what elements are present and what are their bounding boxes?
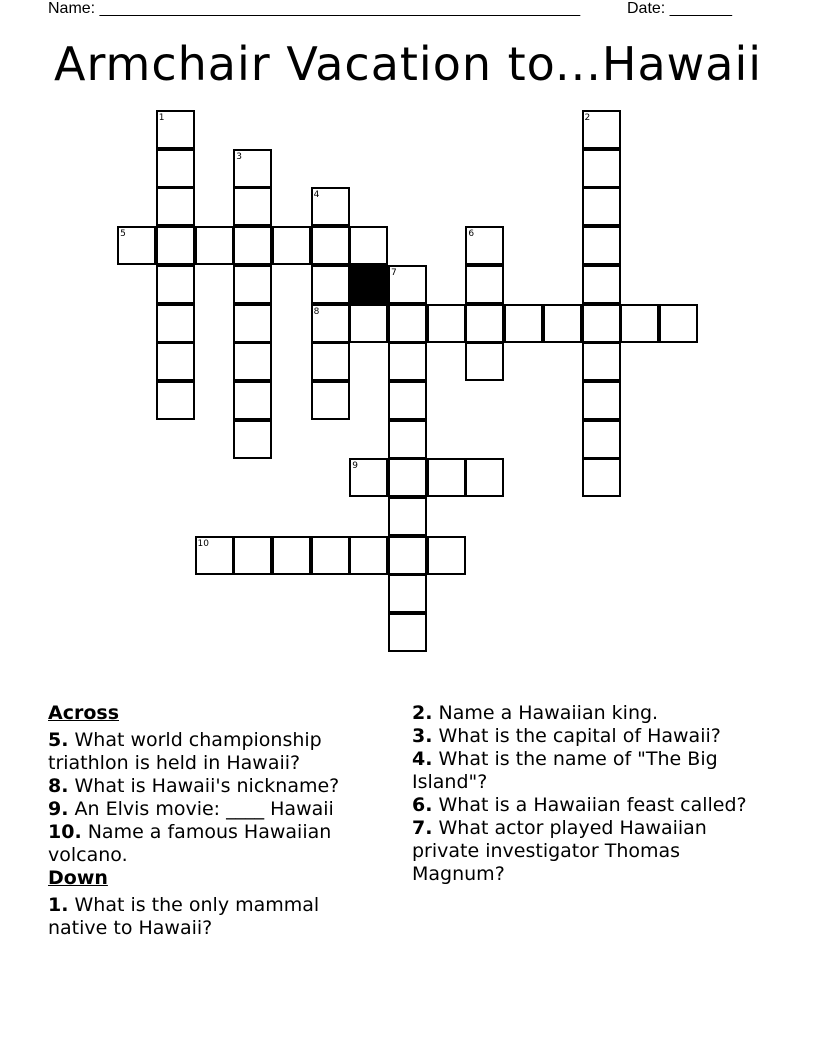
grid-cell[interactable] <box>504 304 543 343</box>
clue-number: 7. <box>412 817 433 839</box>
grid-cell[interactable] <box>311 226 350 265</box>
clue-number-label: 7 <box>391 267 397 278</box>
grid-cell[interactable] <box>156 149 195 188</box>
grid-cell[interactable] <box>233 536 272 575</box>
puzzle-title: Armchair Vacation to...Hawaii <box>53 37 763 91</box>
grid-cell[interactable] <box>465 226 504 265</box>
grid-cell[interactable] <box>272 536 311 575</box>
grid-cell[interactable] <box>465 458 504 497</box>
grid-cell[interactable] <box>582 187 621 226</box>
clue-down-1 <box>48 894 378 940</box>
grid-cell[interactable] <box>582 110 621 149</box>
grid-cell[interactable] <box>156 110 195 149</box>
grid-cell[interactable] <box>311 342 350 381</box>
grid-cell[interactable] <box>233 265 272 304</box>
grid-cell[interactable] <box>311 381 350 420</box>
clue-number: 5. <box>48 729 69 751</box>
clue-number-label: 8 <box>313 306 320 317</box>
grid-cell[interactable] <box>427 304 466 343</box>
clue-text: What is Hawaii's nickname? <box>68 775 340 797</box>
clues-column-right <box>412 702 762 886</box>
grid-cell[interactable] <box>156 381 195 420</box>
grid-cell[interactable] <box>311 265 350 304</box>
clue-across-5 <box>48 729 378 775</box>
clue-text: What actor played Hawaiian private investigator Thomas Magnum? <box>412 817 707 885</box>
grid-cell[interactable] <box>582 226 621 265</box>
clue-across-9 <box>48 798 378 821</box>
clue-number-label: 10 <box>197 538 209 549</box>
grid-cell[interactable] <box>543 304 582 343</box>
clue-text: Name a Hawaiian king. <box>432 702 659 724</box>
clues-column-left <box>48 702 378 940</box>
clue-number-label: 9 <box>352 461 359 472</box>
grid-cell[interactable] <box>388 304 427 343</box>
grid-cell[interactable] <box>388 497 427 536</box>
clue-text: What is the capital of Hawaii? <box>432 725 721 747</box>
grid-cell[interactable] <box>465 342 504 381</box>
grid-cell[interactable] <box>582 420 621 459</box>
clue-number: 10. <box>48 821 82 843</box>
clue-number-label: 3 <box>236 151 242 162</box>
grid-cell[interactable] <box>233 226 272 265</box>
clue-text: What is the name of "The Big Island"? <box>412 748 718 793</box>
clue-number-label: 1 <box>158 113 165 123</box>
clue-number: 4. <box>412 748 433 770</box>
down-heading: Down <box>48 867 108 889</box>
grid-cell[interactable] <box>582 265 621 304</box>
clue-number: 8. <box>48 775 69 797</box>
grid-cell[interactable] <box>388 574 427 613</box>
grid-cell[interactable] <box>233 342 272 381</box>
clue-text: What is a Hawaiian feast called? <box>432 794 747 816</box>
clue-down-6 <box>412 794 762 817</box>
clue-number: 2. <box>412 702 433 724</box>
date-field-label: Date: _______ <box>627 0 732 17</box>
clue-down-2 <box>412 702 762 725</box>
grid-cell[interactable] <box>582 458 621 497</box>
clue-down-4 <box>412 748 762 794</box>
grid-cell[interactable] <box>582 381 621 420</box>
grid-cell[interactable] <box>349 458 388 497</box>
grid-cell[interactable] <box>388 381 427 420</box>
grid-cell[interactable] <box>620 304 659 343</box>
grid-cell[interactable] <box>388 420 427 459</box>
grid-cell[interactable] <box>388 342 427 381</box>
grid-cell[interactable] <box>233 381 272 420</box>
grid-cell[interactable] <box>233 304 272 343</box>
grid-cell[interactable] <box>349 226 388 265</box>
grid-cell[interactable] <box>582 149 621 188</box>
grid-cell[interactable] <box>388 458 427 497</box>
clue-down-7 <box>412 817 762 886</box>
grid-cell[interactable] <box>388 265 427 304</box>
grid-cell[interactable] <box>582 342 621 381</box>
grid-cell[interactable] <box>311 187 350 226</box>
grid-cell[interactable] <box>233 187 272 226</box>
clue-across-10 <box>48 821 378 867</box>
grid-cell[interactable] <box>465 265 504 304</box>
clue-number: 9. <box>48 798 69 820</box>
grid-cell[interactable] <box>195 226 234 265</box>
grid-cell[interactable] <box>156 265 195 304</box>
grid-cell[interactable] <box>427 458 466 497</box>
grid-cell[interactable] <box>117 226 156 265</box>
clue-number-label: 5 <box>120 229 126 240</box>
clue-text: An Elvis movie: ____ Hawaii <box>68 798 334 820</box>
grid-cell[interactable] <box>311 304 350 343</box>
clue-number: 6. <box>412 794 433 816</box>
grid-cell[interactable] <box>195 536 234 575</box>
grid-cell[interactable] <box>272 226 311 265</box>
clue-text: What world championship triathlon is held in Hawaii? <box>48 729 322 774</box>
grid-cell[interactable] <box>388 613 427 652</box>
clue-number-label: 6 <box>468 229 475 240</box>
grid-cell[interactable] <box>465 304 504 343</box>
clue-across-8 <box>48 775 378 798</box>
across-heading: Across <box>48 702 120 724</box>
grid-cell[interactable] <box>388 536 427 575</box>
grid-cell[interactable] <box>156 342 195 381</box>
grid-cell[interactable] <box>349 536 388 575</box>
grid-cell[interactable] <box>659 304 698 343</box>
grid-cell[interactable] <box>349 304 388 343</box>
black-square <box>349 265 388 304</box>
clue-number-label: 4 <box>313 190 320 201</box>
clue-number: 1. <box>48 894 69 916</box>
clue-down-3 <box>412 725 762 748</box>
clue-text: What is the only mammal native to Hawaii? <box>48 894 320 939</box>
grid-cell[interactable] <box>582 304 621 343</box>
name-field-label: Name: ______________________________________________________ <box>48 0 581 17</box>
clue-text: Name a famous Hawaiian volcano. <box>48 821 332 866</box>
clue-number: 3. <box>412 725 433 747</box>
grid-cell[interactable] <box>427 536 466 575</box>
grid-cell[interactable] <box>233 420 272 459</box>
grid-cell[interactable] <box>156 304 195 343</box>
grid-cell[interactable] <box>156 187 195 226</box>
clue-number-label: 2 <box>584 113 591 123</box>
grid-cell[interactable] <box>156 226 195 265</box>
grid-cell[interactable] <box>311 536 350 575</box>
grid-cell[interactable] <box>233 149 272 188</box>
